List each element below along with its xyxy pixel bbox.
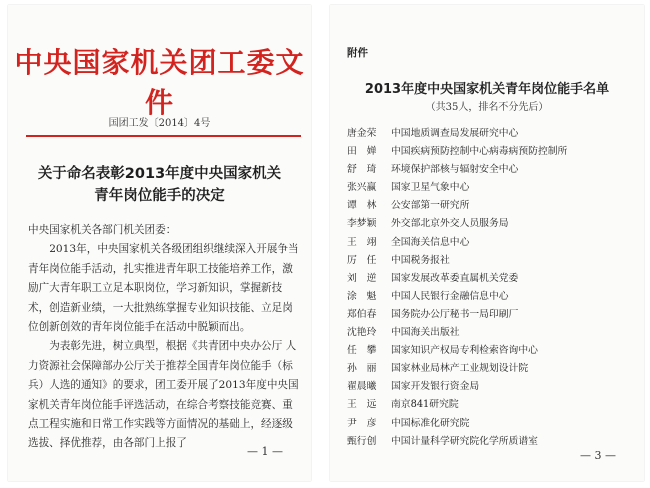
awardee-name: 沈艳玲: [347, 327, 377, 339]
awardee-name: 谭 林: [347, 200, 377, 212]
list-item: [347, 396, 638, 414]
document-masthead: 中央国家机关团工委文件: [14, 46, 305, 119]
awardee-org: 外交部北京外交人员服务局: [391, 218, 509, 230]
awardee-name: 田 婵: [347, 146, 377, 158]
awardee-name: 舒 琦: [347, 164, 377, 176]
awardee-name: 张兴赢: [347, 182, 377, 194]
awardee-org: 国家知识产权局专利检索咨询中心: [391, 345, 538, 357]
awardee-org: 中国人民银行金融信息中心: [391, 290, 509, 302]
awardee-name: 唐金荣: [347, 128, 377, 139]
list-item: [347, 234, 638, 252]
awardee-name: 涂 魁: [347, 290, 377, 302]
awardee-name: 翟晨曦: [347, 381, 377, 393]
list-item: [347, 252, 638, 270]
page-number: — 3 —: [580, 449, 616, 462]
document-page-1: [8, 5, 311, 481]
document-number: 国团工发〔2014〕4号: [108, 118, 211, 129]
awardee-name: 李梦颖: [347, 218, 377, 230]
list-item: [347, 197, 638, 215]
body-paragraph: 2013年，中央国家机关各级团组织继续深入开展争当青年岗位能手活动，扎实推进青年职工技能培养工作，激励广大青年职工立足本职岗位，学习新知识，掌握新技术，创造新业绩，一大批熟练掌握专业知识技能、立足岗位创新创效的青年岗位能手在活动中脱颖而出。: [28, 243, 299, 334]
page-number: — 1 —: [247, 445, 283, 458]
awardee-name: 郑伯春: [347, 308, 377, 320]
salutation: 中央国家机关各部门机关团委：: [28, 224, 177, 236]
awardee-name: 厉 任: [347, 254, 377, 266]
title-line-1: 关于命名表彰2013年度中央国家机关: [37, 166, 282, 182]
list-item: [347, 433, 638, 451]
document-body: [28, 221, 299, 454]
body-paragraph: 为表彰先进，树立典型，根据《共青团中央办公厅 人力资源社会保障部办公厅关于推荐全国青年岗位能手（标兵）人选的通知》的要求，团工委开展了2013年度中央国家机关青年岗位能手评选活动，在综合考察技能竞赛、重点工程实施和日常工作实践等方面情况的基础上，经逐级选拔、择优推荐，由各部门上报了: [28, 340, 299, 450]
list-item: [347, 360, 638, 378]
awardee-org: 全国海关信息中心: [391, 236, 470, 248]
list-item: [347, 324, 638, 342]
awardee-name: 任 攀: [347, 345, 377, 357]
document-title: [8, 163, 311, 207]
list-item: [347, 125, 638, 143]
awardee-org: 国家林业局林产工业规划设计院: [391, 363, 529, 375]
awardee-org: 公安部第一研究所: [391, 200, 470, 212]
attachment-label: 附件: [347, 47, 368, 59]
red-divider-line: [26, 135, 301, 137]
awardee-name: 刘 逆: [347, 272, 377, 284]
list-item: [347, 161, 638, 179]
list-item: [347, 143, 638, 161]
list-item: [347, 306, 638, 324]
awardee-org: 环境保护部核与辐射安全中心: [391, 164, 519, 176]
awardee-org: 国务院办公厅秘书一局印刷厂: [391, 308, 519, 320]
list-item: [347, 215, 638, 233]
document-page-3: [330, 5, 644, 481]
list-item: [347, 342, 638, 360]
list-subtitle: （共35人，排名不分先后）: [425, 102, 549, 113]
awardee-name: 孙 丽: [347, 363, 377, 375]
awardee-org: 中国标准化研究院: [391, 417, 470, 429]
awardee-list: [347, 125, 638, 451]
awardee-org: 国家发展改革委直属机关党委: [391, 272, 519, 284]
awardee-name: 甄行创: [347, 435, 377, 447]
list-item: [347, 378, 638, 396]
awardee-org: 国家开发银行资金局: [391, 381, 480, 393]
awardee-org: 南京841研究院: [391, 399, 459, 411]
awardee-org: 中国计量科学研究院化学所质谱室: [391, 435, 538, 447]
list-title: 2013年度中央国家机关青年岗位能手名单: [364, 82, 610, 97]
awardee-org: 中国疾病预防控制中心病毒病预防控制所: [391, 146, 568, 158]
awardee-org: 中国地质调查局发展研究中心: [391, 128, 519, 139]
title-line-2: 青年岗位能手的决定: [94, 188, 225, 204]
awardee-name: 王 翊: [347, 236, 377, 248]
list-item: [347, 270, 638, 288]
list-item: [347, 288, 638, 306]
awardee-org: 中国海关出版社: [391, 327, 460, 339]
list-item: [347, 179, 638, 197]
list-item: [347, 415, 638, 433]
awardee-name: 尹 彦: [347, 417, 377, 429]
awardee-name: 王 远: [347, 399, 377, 411]
awardee-org: 中国税务报社: [391, 254, 450, 266]
awardee-org: 国家卫星气象中心: [391, 182, 470, 194]
